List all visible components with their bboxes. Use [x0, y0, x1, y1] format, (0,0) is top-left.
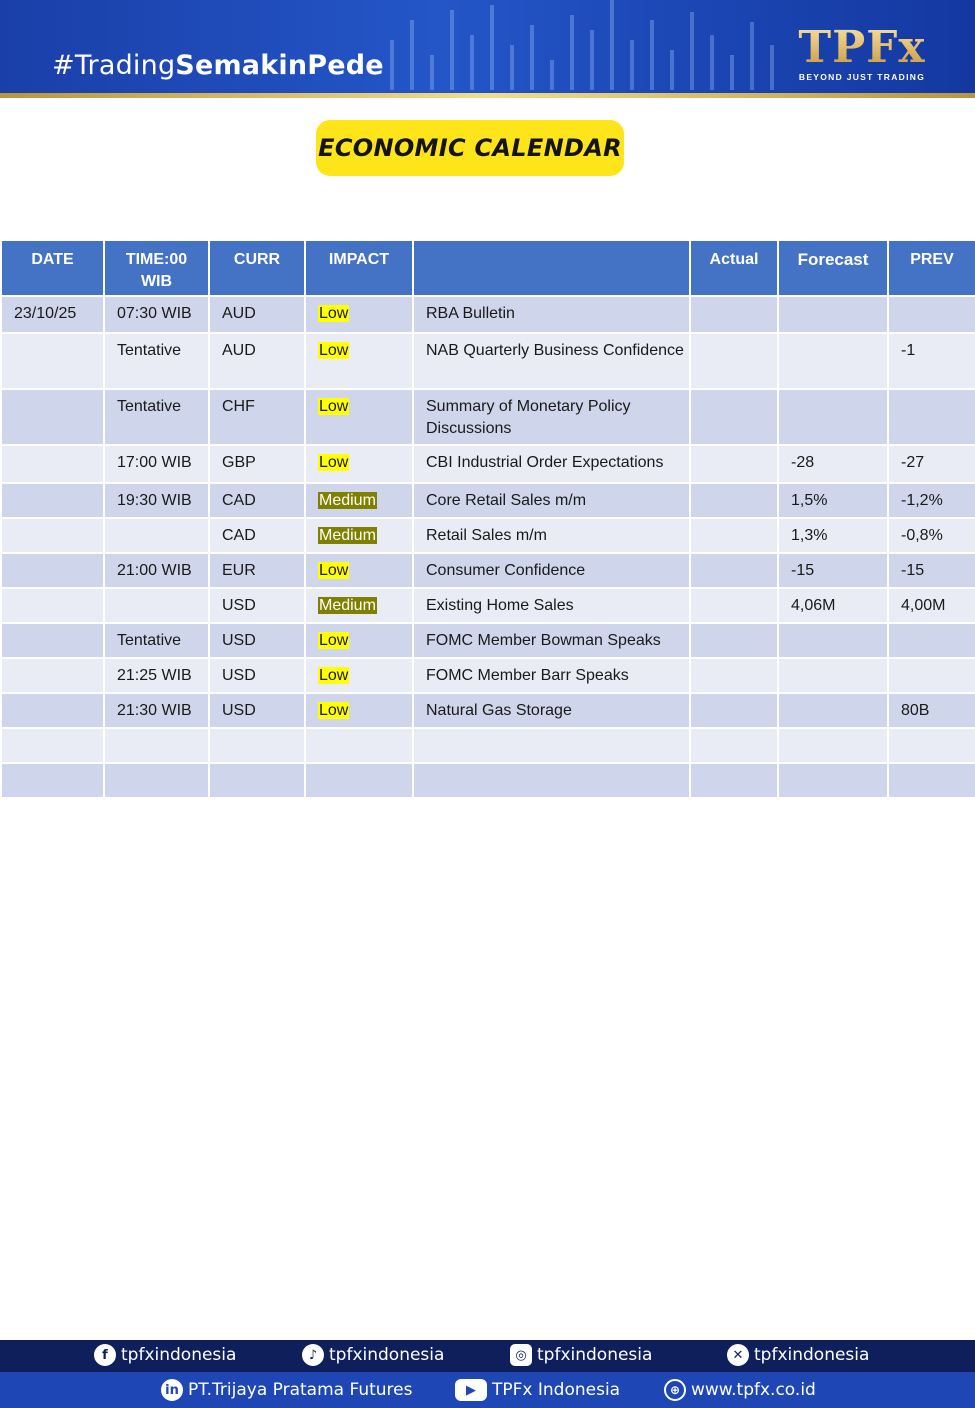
cell-prev: [888, 296, 975, 333]
cell-actual: [690, 333, 778, 389]
table-row: [1, 483, 975, 518]
cell-date: [1, 728, 104, 763]
cell-time: 21:25 WIB: [104, 658, 209, 693]
cell-actual: [690, 728, 778, 763]
cell-impact: [305, 445, 413, 483]
cell-time: [104, 763, 209, 798]
cell-event: NAB Quarterly Business Confidence: [413, 333, 690, 389]
cell-date: [1, 693, 104, 728]
cell-curr: AUD: [209, 333, 305, 389]
table-row: [1, 389, 975, 445]
cell-time: 21:00 WIB: [104, 553, 209, 588]
table-row: [1, 728, 975, 763]
cell-prev: -27: [888, 445, 975, 483]
footer-social-bar: [0, 1340, 975, 1372]
impact-badge: Low: [319, 398, 349, 415]
table-row: [1, 623, 975, 658]
column-header-date: DATE: [1, 240, 104, 296]
cell-curr: USD: [209, 693, 305, 728]
tiktok-icon: ♪: [302, 1344, 324, 1366]
cell-time: 19:30 WIB: [104, 483, 209, 518]
cell-date: [1, 763, 104, 798]
column-header-time: TIME:00 WIB: [104, 240, 209, 296]
cell-event: FOMC Member Bowman Speaks: [413, 623, 690, 658]
cell-impact: [305, 658, 413, 693]
table-row: [1, 588, 975, 623]
cell-actual: [690, 763, 778, 798]
cell-actual: [690, 588, 778, 623]
impact-badge: Low: [319, 632, 349, 649]
economic-calendar-table: [0, 239, 975, 799]
cell-impact: [305, 728, 413, 763]
cell-impact: [305, 296, 413, 333]
cell-event: Consumer Confidence: [413, 553, 690, 588]
header-gold-divider: [0, 93, 975, 98]
logo-text: TPFx: [792, 26, 932, 70]
cell-forecast: [778, 658, 888, 693]
impact-badge: Low: [319, 454, 349, 471]
cell-curr: USD: [209, 588, 305, 623]
cell-time: 21:30 WIB: [104, 693, 209, 728]
cell-event: Natural Gas Storage: [413, 693, 690, 728]
column-header-impact: IMPACT: [305, 240, 413, 296]
globe-icon: ⊕: [664, 1379, 686, 1401]
cell-event: Summary of Monetary Policy Discussions: [413, 389, 690, 445]
youtube-icon: ▶: [455, 1379, 487, 1401]
company-logo: [792, 22, 932, 82]
facebook-icon: f: [94, 1344, 116, 1366]
column-header-event: [413, 240, 690, 296]
impact-badge: Low: [319, 305, 349, 322]
cell-time: 17:00 WIB: [104, 445, 209, 483]
cell-date: [1, 623, 104, 658]
cell-date: [1, 588, 104, 623]
cell-actual: [690, 389, 778, 445]
cell-event: [413, 763, 690, 798]
header-banner: [0, 0, 975, 98]
cell-event: CBI Industrial Order Expectations: [413, 445, 690, 483]
impact-badge: Low: [319, 667, 349, 684]
cell-forecast: [778, 728, 888, 763]
page-title: ECONOMIC CALENDAR: [316, 120, 624, 176]
cell-forecast: -28: [778, 445, 888, 483]
cell-prev: 80B: [888, 693, 975, 728]
cell-time: [104, 588, 209, 623]
cell-curr: CAD: [209, 518, 305, 553]
cell-prev: 4,00M: [888, 588, 975, 623]
cell-actual: [690, 296, 778, 333]
tiktok-handle: tpfxindonesia: [329, 1345, 445, 1365]
hashtag-bold: SemakinPede: [175, 50, 384, 81]
cell-curr: USD: [209, 658, 305, 693]
table-row: [1, 693, 975, 728]
linkedin-name: PT.Trijaya Pratama Futures: [188, 1380, 413, 1400]
cell-forecast: 1,5%: [778, 483, 888, 518]
cell-prev: [888, 763, 975, 798]
table-row: [1, 296, 975, 333]
hashtag-slogan: [52, 50, 384, 81]
table-row: [1, 518, 975, 553]
cell-actual: [690, 518, 778, 553]
cell-time: [104, 728, 209, 763]
cell-prev: [888, 623, 975, 658]
table-row: [1, 658, 975, 693]
cell-time: Tentative: [104, 389, 209, 445]
cell-prev: [888, 658, 975, 693]
cell-curr: AUD: [209, 296, 305, 333]
cell-curr: USD: [209, 623, 305, 658]
column-header-forecast: Forecast: [778, 240, 888, 296]
cell-actual: [690, 483, 778, 518]
footer-contact-bar: [0, 1372, 975, 1408]
chart-decoration: [380, 0, 800, 98]
cell-time: Tentative: [104, 333, 209, 389]
linkedin-link[interactable]: [161, 1379, 412, 1401]
impact-badge: Low: [319, 702, 349, 719]
instagram-link[interactable]: [510, 1344, 652, 1366]
cell-actual: [690, 623, 778, 658]
hashtag-prefix: #Trading: [52, 50, 176, 81]
cell-event: Retail Sales m/m: [413, 518, 690, 553]
cell-date: [1, 333, 104, 389]
cell-prev: -1: [888, 333, 975, 389]
cell-impact: [305, 389, 413, 445]
cell-event: Existing Home Sales: [413, 588, 690, 623]
instagram-icon: ◎: [510, 1344, 532, 1366]
cell-forecast: [778, 623, 888, 658]
x-link[interactable]: [727, 1344, 869, 1366]
cell-event: FOMC Member Barr Speaks: [413, 658, 690, 693]
cell-curr: [209, 763, 305, 798]
cell-prev: -1,2%: [888, 483, 975, 518]
table-row: [1, 333, 975, 389]
cell-date: [1, 553, 104, 588]
tiktok-link[interactable]: [302, 1344, 444, 1366]
website-link[interactable]: [664, 1379, 816, 1401]
cell-prev: -15: [888, 553, 975, 588]
cell-prev: [888, 728, 975, 763]
logo-tagline: BEYOND JUST TRADING: [798, 72, 926, 82]
x-handle: tpfxindonesia: [754, 1345, 870, 1365]
cell-time: Tentative: [104, 623, 209, 658]
facebook-link[interactable]: [94, 1344, 236, 1366]
cell-prev: [888, 389, 975, 445]
cell-forecast: [778, 296, 888, 333]
cell-impact: [305, 588, 413, 623]
table-row: [1, 553, 975, 588]
website-url: www.tpfx.co.id: [691, 1380, 816, 1400]
cell-actual: [690, 658, 778, 693]
cell-curr: CAD: [209, 483, 305, 518]
cell-impact: [305, 333, 413, 389]
cell-forecast: [778, 389, 888, 445]
column-header-prev: PREV: [888, 240, 975, 296]
cell-impact: [305, 763, 413, 798]
cell-impact: [305, 553, 413, 588]
linkedin-icon: in: [161, 1379, 183, 1401]
cell-date: [1, 445, 104, 483]
cell-prev: -0,8%: [888, 518, 975, 553]
cell-date: [1, 483, 104, 518]
x-icon: ✕: [727, 1344, 749, 1366]
cell-date: 23/10/25: [1, 296, 104, 333]
facebook-handle: tpfxindonesia: [121, 1345, 237, 1365]
youtube-name: TPFx Indonesia: [492, 1380, 621, 1400]
table-body: [1, 296, 975, 798]
table-row: [1, 445, 975, 483]
column-header-actual: Actual: [690, 240, 778, 296]
instagram-handle: tpfxindonesia: [537, 1345, 653, 1365]
cell-date: [1, 389, 104, 445]
cell-forecast: 4,06M: [778, 588, 888, 623]
cell-event: Core Retail Sales m/m: [413, 483, 690, 518]
cell-forecast: -15: [778, 553, 888, 588]
cell-impact: [305, 623, 413, 658]
cell-forecast: [778, 333, 888, 389]
cell-curr: EUR: [209, 553, 305, 588]
cell-forecast: 1,3%: [778, 518, 888, 553]
table-row: [1, 763, 975, 798]
cell-event: RBA Bulletin: [413, 296, 690, 333]
impact-badge: Medium: [319, 527, 376, 544]
youtube-link[interactable]: [455, 1379, 620, 1401]
impact-badge: Medium: [319, 492, 376, 509]
cell-impact: [305, 518, 413, 553]
cell-time: 07:30 WIB: [104, 296, 209, 333]
cell-time: [104, 518, 209, 553]
cell-forecast: [778, 693, 888, 728]
cell-curr: [209, 728, 305, 763]
cell-actual: [690, 553, 778, 588]
cell-date: [1, 518, 104, 553]
impact-badge: Low: [319, 562, 349, 579]
cell-forecast: [778, 763, 888, 798]
cell-curr: GBP: [209, 445, 305, 483]
impact-badge: Low: [319, 342, 349, 359]
cell-actual: [690, 693, 778, 728]
cell-date: [1, 658, 104, 693]
cell-impact: [305, 483, 413, 518]
cell-event: [413, 728, 690, 763]
cell-actual: [690, 445, 778, 483]
column-header-currency: CURR: [209, 240, 305, 296]
table-header-row: [1, 240, 975, 296]
cell-impact: [305, 693, 413, 728]
cell-curr: CHF: [209, 389, 305, 445]
impact-badge: Medium: [319, 597, 376, 614]
